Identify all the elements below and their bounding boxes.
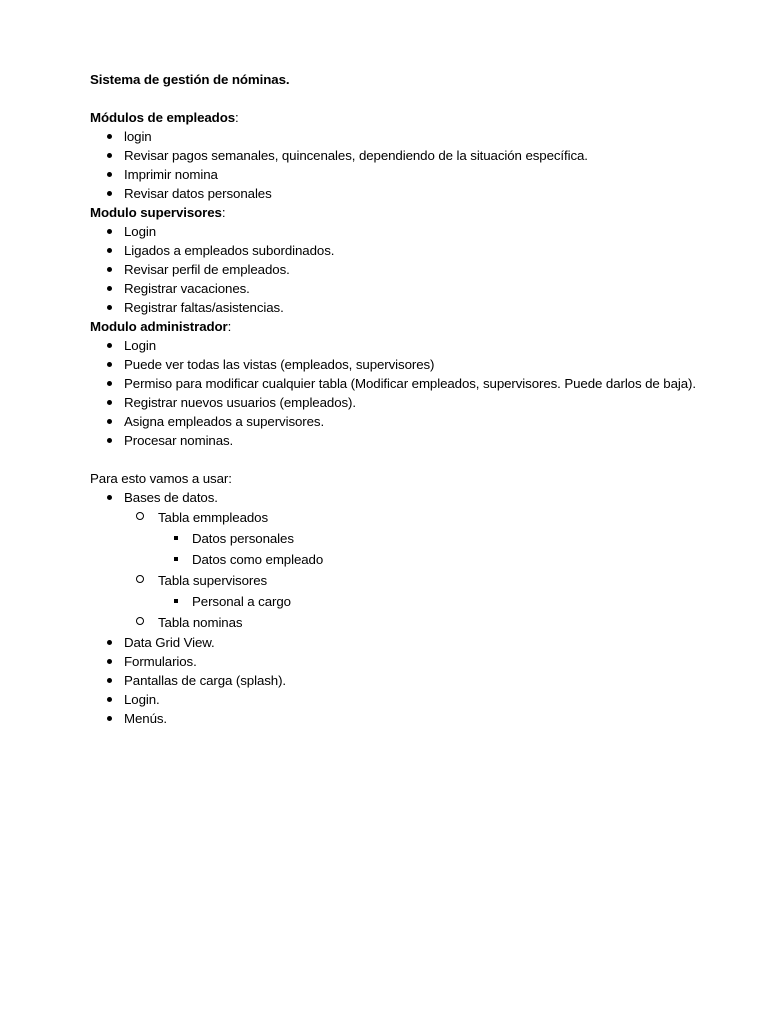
list-item — [90, 241, 760, 260]
list-item — [90, 165, 760, 184]
tools-intro: Para esto vamos a usar: — [90, 471, 232, 486]
field-item — [90, 591, 760, 612]
document-body — [90, 70, 760, 728]
list-item — [90, 633, 760, 652]
tables-list — [90, 507, 760, 528]
list-item-text: Registrar faltas/asistencias. — [124, 300, 284, 315]
list-item — [90, 355, 760, 374]
list-item-text: Data Grid View. — [124, 635, 215, 650]
list-item — [90, 279, 760, 298]
section-heading-text: Modulo administrador — [90, 319, 228, 334]
list-item — [90, 393, 760, 412]
bullet-icon — [107, 172, 112, 177]
bullet-icon — [107, 267, 112, 272]
section-heading-empleados: Módulos de empleados: — [90, 110, 239, 125]
section-list-supervisores — [90, 222, 760, 317]
list-item — [90, 146, 760, 165]
field-item-text: Datos personales — [192, 531, 294, 546]
list-item — [90, 298, 760, 317]
hollow-bullet-icon — [136, 575, 144, 583]
table-item-text: Tabla nominas — [158, 615, 243, 630]
bullet-icon — [107, 697, 112, 702]
section-heading-administrador: Modulo administrador: — [90, 319, 232, 334]
list-item-text: Menús. — [124, 711, 168, 726]
table-item-empleados — [90, 507, 760, 528]
list-item-text: login — [124, 129, 152, 144]
list-item — [90, 412, 760, 431]
bullet-icon — [107, 343, 112, 348]
list-item-text: Ligados a empleados subordinados. — [124, 243, 335, 258]
list-item — [90, 690, 760, 709]
list-item — [90, 709, 760, 728]
list-item-text: Login — [124, 224, 157, 239]
list-item-text: Revisar datos personales — [124, 186, 272, 201]
list-item-text: Permiso para modificar cualquier tabla (Modificar empleados, supervisores. Puede darlos de baja). — [124, 376, 696, 391]
bullet-icon — [107, 305, 112, 310]
bullet-icon — [107, 659, 112, 664]
square-bullet-icon — [174, 599, 178, 603]
bullet-icon — [107, 640, 112, 645]
tools-list-others — [90, 633, 760, 728]
bullet-icon — [107, 495, 112, 500]
list-item-text: Revisar perfil de empleados. — [124, 262, 290, 277]
bullet-icon — [107, 438, 112, 443]
bullet-icon — [107, 134, 112, 139]
list-item-text: Asigna empleados a supervisores. — [124, 414, 325, 429]
list-item — [90, 671, 760, 690]
bullet-icon — [107, 381, 112, 386]
list-item — [90, 260, 760, 279]
bullet-icon — [107, 419, 112, 424]
square-bullet-icon — [174, 536, 178, 540]
bullet-icon — [107, 678, 112, 683]
section-list-administrador — [90, 336, 760, 450]
list-item — [90, 336, 760, 355]
list-item — [90, 431, 760, 450]
table-item-text: Tabla supervisores — [158, 573, 268, 588]
list-item — [90, 374, 760, 393]
field-item — [90, 549, 760, 570]
list-item-text: Imprimir nomina — [124, 167, 218, 182]
bullet-icon — [107, 229, 112, 234]
field-item-text: Datos como empleado — [192, 552, 324, 567]
list-item-text: Login. — [124, 692, 160, 707]
bullet-icon — [107, 286, 112, 291]
document-title: Sistema de gestión de nóminas. — [90, 72, 290, 87]
list-item-text: Formularios. — [124, 654, 197, 669]
hollow-bullet-icon — [136, 512, 144, 520]
list-item — [90, 184, 760, 203]
list-item — [90, 222, 760, 241]
list-item-text: Revisar pagos semanales, quincenales, dependiendo de la situación específica. — [124, 148, 588, 163]
bullet-icon — [107, 400, 112, 405]
list-item-text: Pantallas de carga (splash). — [124, 673, 287, 688]
section-heading-text: Módulos de empleados — [90, 110, 236, 125]
list-item-text: Puede ver todas las vistas (empleados, supervisores) — [124, 357, 435, 372]
list-item-text: Login — [124, 338, 157, 353]
tables-list — [90, 612, 760, 633]
bullet-icon — [107, 191, 112, 196]
tables-list — [90, 570, 760, 591]
table-item-supervisores — [90, 570, 760, 591]
bullet-icon — [107, 362, 112, 367]
bullet-icon — [107, 248, 112, 253]
section-list-empleados — [90, 127, 760, 203]
list-item-text: Registrar nuevos usuarios (empleados). — [124, 395, 356, 410]
bullet-icon — [107, 153, 112, 158]
table-item-text: Tabla emmpleados — [158, 510, 269, 525]
hollow-bullet-icon — [136, 617, 144, 625]
list-item-databases — [90, 488, 760, 507]
section-heading-text: Modulo supervisores — [90, 205, 222, 220]
list-item-text: Procesar nominas. — [124, 433, 234, 448]
list-item-text: Registrar vacaciones. — [124, 281, 250, 296]
table-fields-list — [90, 591, 760, 612]
spacer — [90, 89, 760, 108]
spacer — [90, 450, 760, 469]
list-item — [90, 652, 760, 671]
section-heading-supervisores: Modulo supervisores: — [90, 205, 226, 220]
table-fields-list — [90, 528, 760, 570]
square-bullet-icon — [174, 557, 178, 561]
table-item-nominas — [90, 612, 760, 633]
tools-list — [90, 488, 760, 507]
field-item — [90, 528, 760, 549]
bullet-icon — [107, 716, 112, 721]
list-item — [90, 127, 760, 146]
list-item-text: Bases de datos. — [124, 490, 218, 505]
field-item-text: Personal a cargo — [192, 594, 291, 609]
